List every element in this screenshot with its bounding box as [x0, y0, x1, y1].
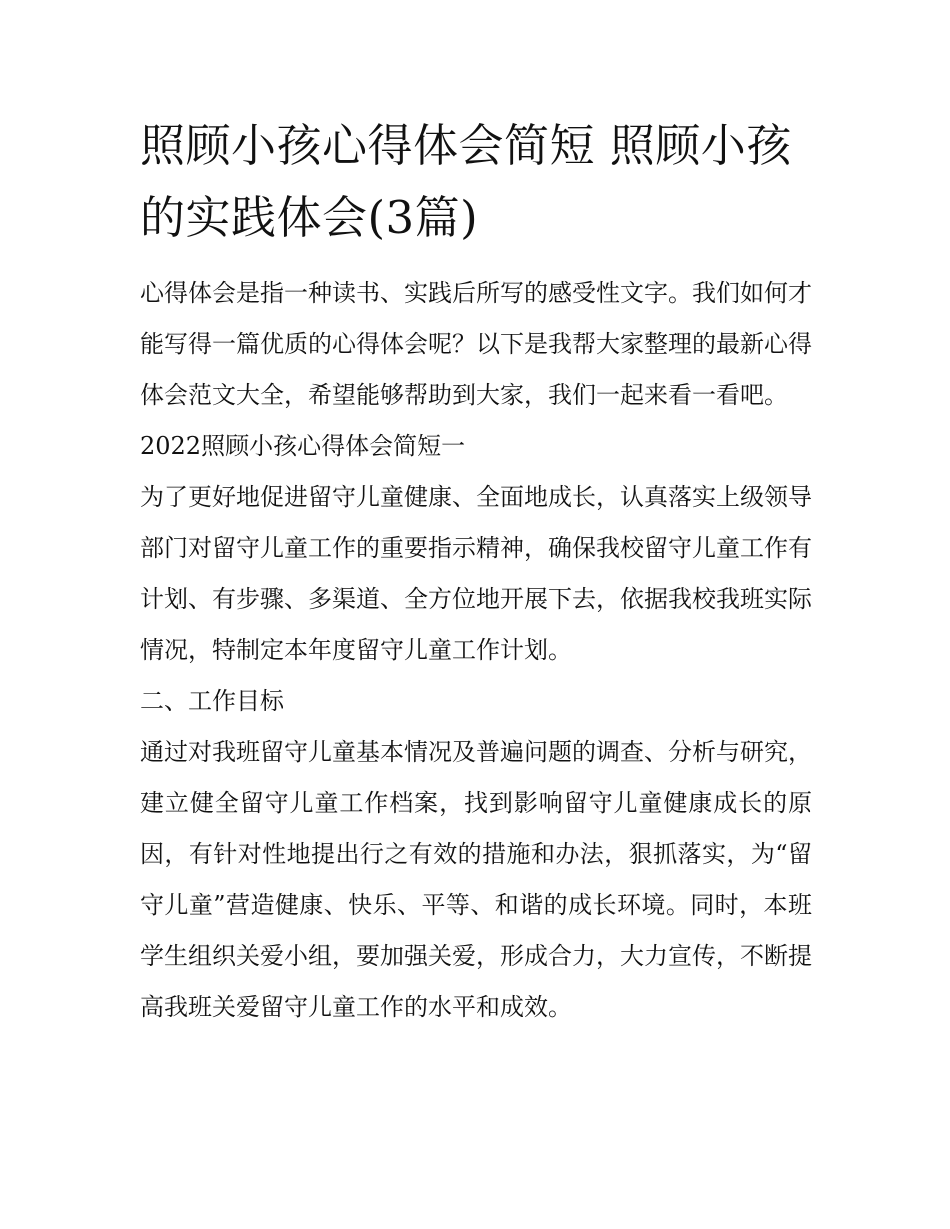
section-heading-2: 二、工作目标	[140, 687, 284, 715]
document-page	[140, 110, 812, 1033]
section-paragraph-1: 为了更好地促进留守儿童健康、全面地成长，认真落实上级领导部门对留守儿童工作的重要指示精神，确保我校留守儿童工作有计划、有步骤、多渠道、全方位地开展下去，依据我校我班实际情况，特制定本年度留守儿童工作计划。	[140, 483, 812, 664]
intro-paragraph: 心得体会是指一种读书、实践后所写的感受性文字。我们如何才能写得一篇优质的心得体会呢？以下是我帮大家整理的最新心得体会范文大全，希望能够帮助到大家，我们一起来看一看吧。	[140, 279, 812, 409]
section-heading-1: 2022照顾小孩心得体会简短一	[140, 432, 466, 460]
document-title: 照顾小孩心得体会简短 照顾小孩的实践体会(3篇)	[140, 119, 792, 244]
section-paragraph-2: 通过对我班留守儿童基本情况及普遍问题的调查、分析与研究，建立健全留守儿童工作档案，找到影响留守儿童健康成长的原因，有针对性地提出行之有效的措施和办法，狠抓落实，为“留守儿童”营造健康、快乐、平等、和谐的成长环境。同时，本班学生组织关爱小组，要加强关爱，形成合力，大力宣传，不断提高我班关爱留守儿童工作的水平和成效。	[140, 738, 812, 1021]
